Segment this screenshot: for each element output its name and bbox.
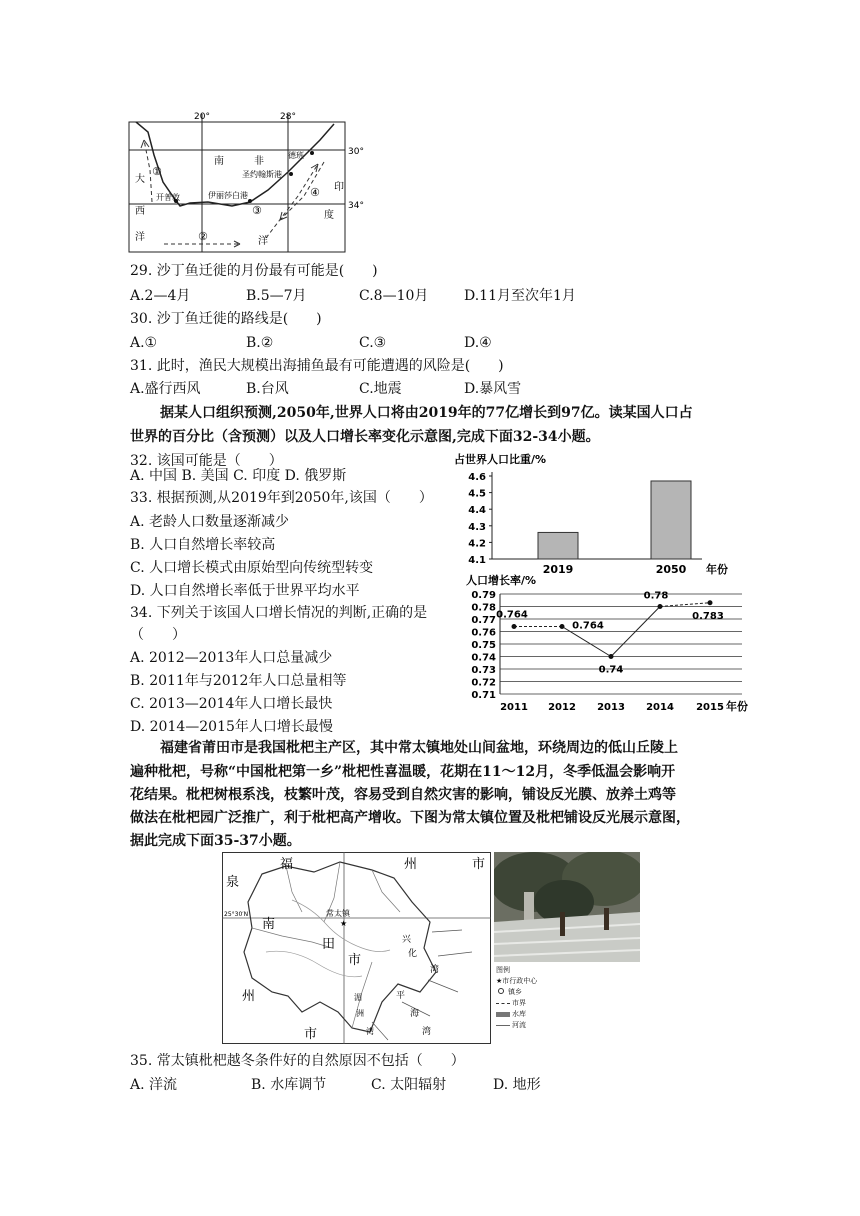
bar-ytick-label: 4.2 xyxy=(468,538,486,550)
loquat-orchard-photo xyxy=(494,852,640,962)
bar-xtick-label: 2050 xyxy=(655,563,687,576)
q34-option-b: B. 2011年与2012年人口总量相等 xyxy=(130,673,347,689)
q30-option-b: B.② xyxy=(246,335,274,351)
map2-zhou: 州 xyxy=(404,857,418,872)
q29-option-d: D.11月至次年1月 xyxy=(464,288,576,304)
q29-option-c: C.8—10月 xyxy=(359,288,429,304)
q35-option-d: D. 地形 xyxy=(493,1077,541,1093)
q31-option-d: D.暴风雪 xyxy=(464,381,522,397)
q34-stem-paren: （ ） xyxy=(130,627,186,643)
line-ytick-label: 0.74 xyxy=(471,652,496,664)
q34-option-c: C. 2013—2014年人口增长最快 xyxy=(130,696,333,712)
bar-ytick-label: 4.3 xyxy=(468,521,486,533)
line-ytick-label: 0.78 xyxy=(471,602,496,614)
q35-option-b: B. 水库调节 xyxy=(251,1077,327,1093)
boundary-line-icon xyxy=(496,1003,510,1004)
line-xlabel: 年份 xyxy=(726,700,748,713)
q35-option-c: C. 太阳辐射 xyxy=(371,1077,447,1093)
map2-xing: 兴 xyxy=(402,935,412,945)
bar-ytick-label: 4.6 xyxy=(468,472,486,483)
map2-quan: 泉 xyxy=(226,875,240,890)
map-legend xyxy=(496,965,586,1031)
line-point-2012 xyxy=(560,624,565,629)
map2-shi: 市 xyxy=(472,857,486,872)
line-ytick-label: 0.77 xyxy=(471,615,496,626)
line-ylabel: 人口增长率/% xyxy=(466,574,537,587)
q31-option-b: B.台风 xyxy=(246,381,289,397)
route-2: ② xyxy=(198,230,208,243)
ocean-east-2: 度 xyxy=(324,210,334,221)
star-icon: ★ xyxy=(496,977,503,985)
q33-option-a: A. 老龄人口数量逐渐减少 xyxy=(130,514,290,530)
line-xtick-label: 2015 xyxy=(696,702,724,713)
line-ytick-label: 0.75 xyxy=(471,640,496,651)
map2-changtai: 常太镇 xyxy=(326,909,350,918)
line-data-label: 0.74 xyxy=(598,664,624,676)
q29-stem: 29. 沙丁鱼迁徙的月份最有可能是( ) xyxy=(130,263,378,279)
line-xtick-label: 2014 xyxy=(646,702,674,713)
map2-fu: 福 xyxy=(280,857,294,872)
q32-options: A. 中国 B. 美国 C. 印度 D. 俄罗斯 xyxy=(130,468,347,484)
line-point-2011 xyxy=(512,624,517,629)
ocean-west-3: 洋 xyxy=(135,232,145,243)
line-data-label: 0.78 xyxy=(643,590,669,602)
line-data-label: 0.764 xyxy=(496,609,528,621)
route-3: ③ xyxy=(252,204,262,217)
q33-option-c: C. 人口增长模式由原始型向传统型转变 xyxy=(130,560,374,576)
reservoir-icon xyxy=(496,1012,510,1017)
changtai-star-icon: ★ xyxy=(340,919,348,928)
line-point-2013 xyxy=(609,654,614,659)
ocean-west-1: 大 xyxy=(135,174,145,185)
bar-2050 xyxy=(651,481,691,559)
line-point-2014 xyxy=(658,604,663,609)
q34-option-a: A. 2012—2013年人口总量减少 xyxy=(130,650,333,666)
q33-stem: 33. 根据预测,从2019年到2050年,该国（ ） xyxy=(130,490,433,506)
lon-label-28: 28° xyxy=(280,112,296,122)
line-xtick-label: 2012 xyxy=(548,702,576,713)
legend-title: 图例 xyxy=(496,966,510,974)
intro3-line3: 花结果。枇杷树根系浅，枝繁叶茂，容易受到自然灾害的影响，铺设反光膜、放养土鸡等 xyxy=(130,787,676,803)
map2-nan: 南 xyxy=(262,917,276,932)
q35-stem: 35. 常太镇枇杷越冬条件好的自然原因不包括（ ） xyxy=(130,1053,465,1069)
q30-stem: 30. 沙丁鱼迁徙的路线是( ) xyxy=(130,311,322,327)
bar-ytick-label: 4.4 xyxy=(468,505,486,517)
country-label-fei: 非 xyxy=(254,156,264,167)
map2-shi2: 市 xyxy=(348,953,362,968)
q35-option-a: A. 洋流 xyxy=(130,1077,178,1093)
q29-option-b: B.5—7月 xyxy=(246,288,307,304)
line-data-label: 0.783 xyxy=(692,610,724,622)
ocean-west-2: 西 xyxy=(135,206,145,217)
q33-option-d: D. 人口自然增长率低于世界平均水平 xyxy=(130,583,360,599)
intro3-line4: 做法在枇杷园广泛推广，利于枇杷高产增收。下图为常太镇位置及枇杷铺设反光展示意图， xyxy=(130,810,690,826)
river-icon xyxy=(496,1025,510,1026)
map2-hai: 海 xyxy=(410,1009,420,1019)
q34-option-d: D. 2014—2015年人口增长最慢 xyxy=(130,719,333,735)
line-point-2015 xyxy=(708,600,713,605)
map2-zhou3: 洲 xyxy=(356,1009,364,1018)
line-xtick-label: 2013 xyxy=(597,702,625,713)
q33-option-b: B. 人口自然增长率较高 xyxy=(130,537,276,553)
intro2-line2: 世界的百分比（含预测）以及人口增长率变化示意图,完成下面32-34小题。 xyxy=(130,429,600,445)
map2-wan3: 湾 xyxy=(422,1027,432,1037)
q32-stem: 32. 该国可能是（ ） xyxy=(130,453,283,469)
map2-zhou2: 州 xyxy=(242,989,256,1004)
country-label-nan: 南 xyxy=(214,156,224,167)
bar-2019 xyxy=(538,532,578,559)
line-segment-2014-2015 xyxy=(660,603,710,607)
lon-label-20: 20° xyxy=(194,112,210,122)
bar-xlabel: 年份 xyxy=(706,563,728,576)
lat-label-34: 34° xyxy=(348,201,364,211)
bar-ylabel: 占世界人口比重/% xyxy=(454,453,547,466)
intro3-line2: 遍种枇杷，号称“中国枇杷第一乡”枇杷性喜温暖，花期在11～12月，冬季低温会影响开 xyxy=(130,764,676,780)
q29-option-a: A.2—4月 xyxy=(130,288,191,304)
ocean-east-3: 洋 xyxy=(258,236,268,247)
line-ytick-label: 0.73 xyxy=(471,665,496,676)
legend-item-admin: ★市行政中心 xyxy=(496,977,538,985)
legend-item-boundary: 市界 xyxy=(496,998,586,1009)
line-ytick-label: 0.79 xyxy=(471,590,496,601)
putian-map xyxy=(222,852,492,1045)
q30-option-c: C.③ xyxy=(359,335,387,351)
ocean-east-1: 印 xyxy=(334,182,344,193)
q31-option-a: A.盛行西风 xyxy=(130,381,201,397)
q31-option-c: C.地震 xyxy=(359,381,402,397)
line-data-label: 0.764 xyxy=(572,620,604,632)
q34-stem: 34. 下列关于该国人口增长情况的判断,正确的是 xyxy=(130,605,428,621)
line-ytick-label: 0.76 xyxy=(471,627,496,639)
legend-item-reservoir: 水库 xyxy=(496,1009,586,1020)
map2-mei: 湄 xyxy=(354,993,362,1002)
circle-icon xyxy=(498,988,504,994)
intro3-line5: 据此完成下面35-37小题。 xyxy=(130,833,301,849)
map2-shi3: 市 xyxy=(304,1027,318,1042)
city-port-st-johns: 圣约翰斯港 xyxy=(242,170,282,179)
route-1: ① xyxy=(152,165,162,178)
intro2-line1: 据某人口组织预测,2050年,世界人口将由2019年的77亿增长到97亿。读某国人口占 xyxy=(160,405,693,421)
map2-wan2: 湾 xyxy=(366,1027,374,1036)
line-ytick-label: 0.71 xyxy=(471,690,496,701)
intro3-line1: 福建省莆田市是我国枇杷主产区，其中常太镇地处山间盆地，环绕周边的低山丘陵上 xyxy=(160,740,678,756)
map2-wan: 湾 xyxy=(430,965,440,975)
legend-item-river: 河流 xyxy=(496,1020,586,1031)
line-xtick-label: 2011 xyxy=(500,702,528,713)
city-durban: 德班 xyxy=(288,151,304,160)
legend-item-town: 镇乡 xyxy=(496,987,586,998)
line-ytick-label: 0.72 xyxy=(471,677,496,689)
south-africa-map xyxy=(128,110,378,255)
map2-ping: 平 xyxy=(396,991,406,1001)
city-port-elizabeth: 伊丽莎白港 xyxy=(208,191,248,200)
q31-stem: 31. 此时，渔民大规模出海捕鱼最有可能遭遇的风险是( ) xyxy=(130,358,504,374)
map2-hua: 化 xyxy=(408,949,418,959)
q30-option-d: D.④ xyxy=(464,335,492,351)
population-share-bar-chart xyxy=(452,451,752,581)
bar-ytick-label: 4.1 xyxy=(468,555,486,566)
map2-latitude: 25°30′N xyxy=(224,911,249,918)
route-4: ④ xyxy=(310,186,320,199)
q30-option-a: A.① xyxy=(130,335,158,351)
bar-xtick-label: 2019 xyxy=(542,563,574,576)
growth-rate-line-chart xyxy=(452,572,758,714)
map2-tian: 田 xyxy=(322,937,336,952)
bar-ytick-label: 4.5 xyxy=(468,488,486,500)
city-cape-town: 开普敦 xyxy=(156,193,180,202)
lat-label-30: 30° xyxy=(348,147,364,157)
